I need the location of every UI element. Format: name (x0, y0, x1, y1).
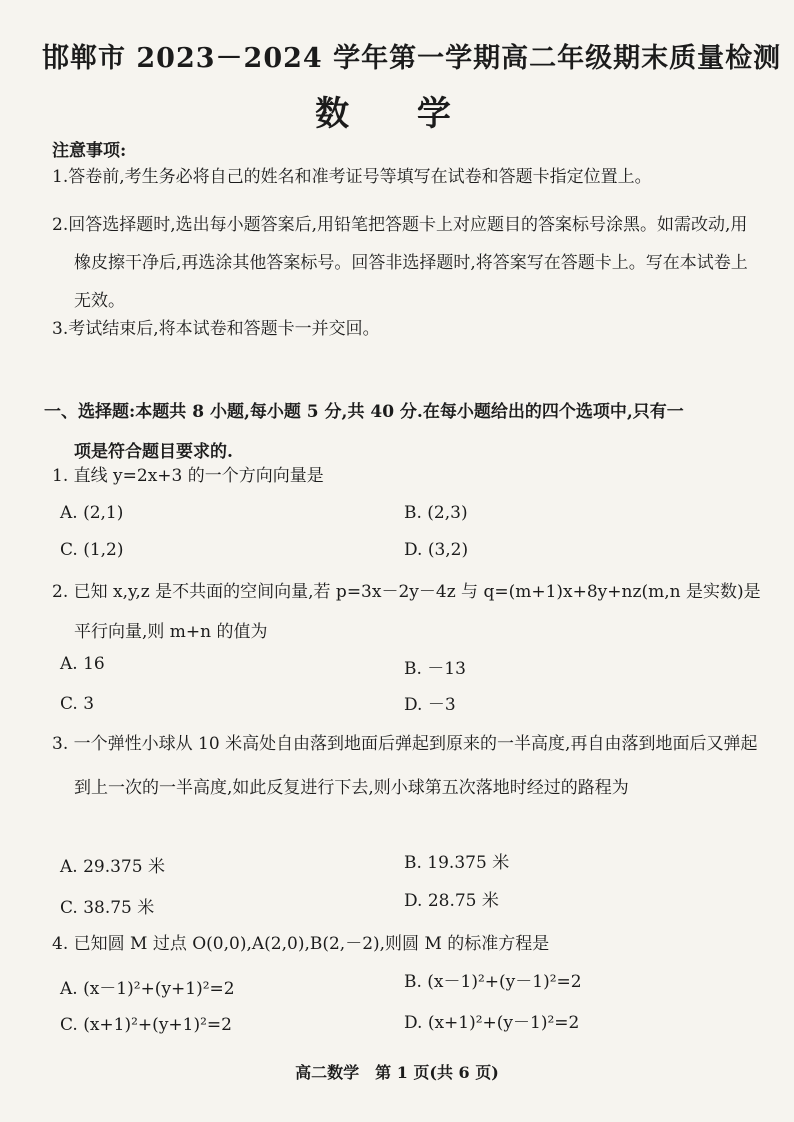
section-heading-line2: 项是符合题目要求的. (74, 442, 233, 462)
question-2-option-b: B. －13 (404, 659, 466, 679)
notice-heading: 注意事项: (52, 141, 127, 161)
question-1-stem: 1. 直线 y=2x+3 的一个方向向量是 (52, 466, 324, 486)
question-1-option-a: A. (2,1) (60, 503, 124, 523)
page-footer: 高二数学 第 1 页(共 6 页) (295, 1063, 499, 1082)
question-2-option-c: C. 3 (60, 694, 95, 714)
question-1-option-d: D. (3,2) (404, 540, 469, 560)
question-2-option-d: D. －3 (404, 695, 456, 715)
notice-item-3: 3.考试结束后,将本试卷和答题卡一并交回。 (52, 319, 380, 339)
question-3-stem: 3. 一个弹性小球从 10 米高处自由落到地面后弹起到原来的一半高度,再自由落到地面后又弹起到上一次的一半高度,如此反复进行下去,则小球第五次落地时经过的路程为 (52, 734, 758, 798)
question-1-option-b: B. (2,3) (404, 503, 468, 523)
question-4-option-b: B. (x－1)²+(y－1)²=2 (404, 972, 582, 992)
exam-title: 邯郸市 2023－2024 学年第一学期高二年级期末质量检测 (42, 43, 782, 74)
question-4-option-a: A. (x－1)²+(y+1)²=2 (60, 979, 235, 999)
question-3-option-b: B. 19.375 米 (404, 853, 510, 873)
question-1-option-c: C. (1,2) (60, 540, 124, 560)
question-3-option-c: C. 38.75 米 (60, 898, 155, 918)
question-3-option-a: A. 29.375 米 (60, 857, 165, 877)
notice-item-2: 2.回答选择题时,选出每小题答案后,用铅笔把答题卡上对应题目的答案标号涂黑。如需改动,用橡皮擦干净后,再选涂其他答案标号。回答非选择题时,将答案写在答题卡上。写在本试卷上无效。 (52, 215, 748, 311)
question-4-option-d: D. (x+1)²+(y－1)²=2 (404, 1013, 580, 1033)
subject-title: 数 学 (315, 94, 479, 134)
question-2-stem: 2. 已知 x,y,z 是不共面的空间向量,若 p=3x－2y－4z 与 q=(m+1)x+8y+nz(m,n 是实数)是平行向量,则 m+n 的值为 (52, 582, 761, 642)
question-4-option-c: C. (x+1)²+(y+1)²=2 (60, 1015, 232, 1035)
question-3-option-d: D. 28.75 米 (404, 891, 499, 911)
question-4-stem: 4. 已知圆 M 过点 O(0,0),A(2,0),B(2,－2),则圆 M 的标准方程是 (52, 934, 550, 954)
question-2-option-a: A. 16 (60, 654, 105, 674)
section-heading-line1: 一、选择题:本题共 8 小题,每小题 5 分,共 40 分.在每小题给出的四个选项中,只有一 (44, 402, 684, 422)
notice-item-1: 1.答卷前,考生务必将自己的姓名和准考证号等填写在试卷和答题卡指定位置上。 (52, 167, 652, 187)
